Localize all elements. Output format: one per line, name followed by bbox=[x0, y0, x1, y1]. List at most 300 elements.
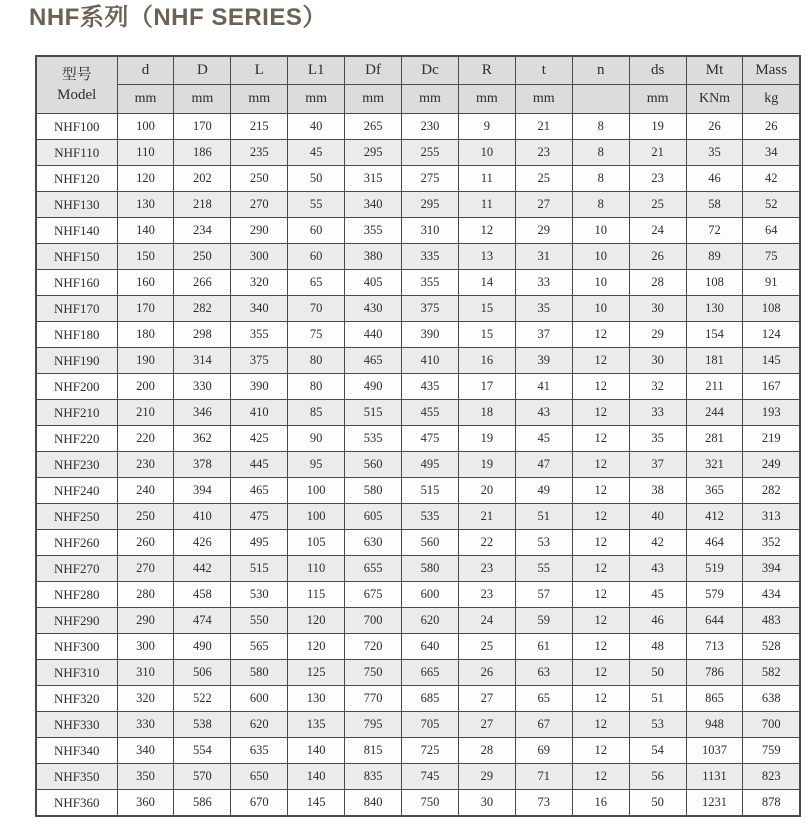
cell-d: 350 bbox=[117, 764, 174, 790]
model-cell: NHF110 bbox=[36, 140, 117, 166]
cell-d: 362 bbox=[174, 426, 231, 452]
cell-l: 580 bbox=[231, 660, 288, 686]
unit-header-t: mm bbox=[515, 85, 572, 114]
cell-mt: 464 bbox=[686, 530, 743, 556]
cell-mt: 1131 bbox=[686, 764, 743, 790]
cell-ds: 48 bbox=[629, 634, 686, 660]
cell-d: 320 bbox=[117, 686, 174, 712]
cell-mt: 412 bbox=[686, 504, 743, 530]
cell-d: 180 bbox=[117, 322, 174, 348]
model-cell: NHF200 bbox=[36, 374, 117, 400]
cell-l1: 55 bbox=[288, 192, 345, 218]
cell-dc: 495 bbox=[402, 452, 459, 478]
cell-ds: 30 bbox=[629, 296, 686, 322]
cell-ds: 29 bbox=[629, 322, 686, 348]
table-row bbox=[36, 426, 800, 452]
cell-dc: 535 bbox=[402, 504, 459, 530]
unit-header-l: mm bbox=[231, 85, 288, 114]
cell-r: 29 bbox=[458, 764, 515, 790]
cell-dc: 475 bbox=[402, 426, 459, 452]
cell-d: 474 bbox=[174, 608, 231, 634]
cell-n: 8 bbox=[572, 166, 629, 192]
cell-r: 27 bbox=[458, 712, 515, 738]
cell-mt: 1231 bbox=[686, 790, 743, 816]
cell-d: 538 bbox=[174, 712, 231, 738]
table-row bbox=[36, 660, 800, 686]
cell-ds: 35 bbox=[629, 426, 686, 452]
table-row bbox=[36, 192, 800, 218]
cell-t: 29 bbox=[515, 218, 572, 244]
cell-df: 535 bbox=[345, 426, 402, 452]
cell-r: 19 bbox=[458, 452, 515, 478]
cell-mass: 75 bbox=[743, 244, 800, 270]
cell-mass: 638 bbox=[743, 686, 800, 712]
cell-l: 670 bbox=[231, 790, 288, 816]
cell-d: 202 bbox=[174, 166, 231, 192]
cell-r: 26 bbox=[458, 660, 515, 686]
cell-n: 12 bbox=[572, 452, 629, 478]
cell-df: 405 bbox=[345, 270, 402, 296]
table-row bbox=[36, 764, 800, 790]
cell-d: 554 bbox=[174, 738, 231, 764]
cell-l: 565 bbox=[231, 634, 288, 660]
cell-d: 330 bbox=[174, 374, 231, 400]
cell-d: 340 bbox=[117, 738, 174, 764]
cell-mt: 713 bbox=[686, 634, 743, 660]
cell-df: 465 bbox=[345, 348, 402, 374]
cell-d: 310 bbox=[117, 660, 174, 686]
cell-dc: 685 bbox=[402, 686, 459, 712]
cell-d: 458 bbox=[174, 582, 231, 608]
cell-l: 270 bbox=[231, 192, 288, 218]
cell-d: 490 bbox=[174, 634, 231, 660]
cell-dc: 725 bbox=[402, 738, 459, 764]
cell-d: 200 bbox=[117, 374, 174, 400]
cell-mass: 124 bbox=[743, 322, 800, 348]
header-row-labels bbox=[36, 56, 800, 85]
cell-d: 170 bbox=[174, 114, 231, 140]
model-cell: NHF160 bbox=[36, 270, 117, 296]
cell-dc: 705 bbox=[402, 712, 459, 738]
cell-t: 69 bbox=[515, 738, 572, 764]
cell-n: 10 bbox=[572, 218, 629, 244]
cell-ds: 54 bbox=[629, 738, 686, 764]
cell-dc: 335 bbox=[402, 244, 459, 270]
cell-l1: 145 bbox=[288, 790, 345, 816]
cell-n: 12 bbox=[572, 400, 629, 426]
cell-r: 11 bbox=[458, 192, 515, 218]
cell-ds: 56 bbox=[629, 764, 686, 790]
cell-df: 380 bbox=[345, 244, 402, 270]
cell-n: 10 bbox=[572, 244, 629, 270]
cell-t: 27 bbox=[515, 192, 572, 218]
model-cell: NHF170 bbox=[36, 296, 117, 322]
cell-mt: 519 bbox=[686, 556, 743, 582]
cell-n: 12 bbox=[572, 530, 629, 556]
cell-l1: 85 bbox=[288, 400, 345, 426]
cell-l: 390 bbox=[231, 374, 288, 400]
cell-t: 45 bbox=[515, 426, 572, 452]
cell-df: 605 bbox=[345, 504, 402, 530]
cell-d: 230 bbox=[117, 452, 174, 478]
cell-l1: 60 bbox=[288, 244, 345, 270]
table-row bbox=[36, 634, 800, 660]
cell-df: 630 bbox=[345, 530, 402, 556]
cell-d: 378 bbox=[174, 452, 231, 478]
cell-r: 10 bbox=[458, 140, 515, 166]
cell-d: 240 bbox=[117, 478, 174, 504]
cell-mt: 26 bbox=[686, 114, 743, 140]
cell-mass: 313 bbox=[743, 504, 800, 530]
column-header-df: Df bbox=[345, 56, 402, 85]
table-row bbox=[36, 322, 800, 348]
cell-l1: 60 bbox=[288, 218, 345, 244]
cell-l1: 140 bbox=[288, 764, 345, 790]
cell-n: 10 bbox=[572, 270, 629, 296]
cell-df: 655 bbox=[345, 556, 402, 582]
cell-ds: 21 bbox=[629, 140, 686, 166]
table-row bbox=[36, 686, 800, 712]
cell-l: 550 bbox=[231, 608, 288, 634]
cell-n: 12 bbox=[572, 738, 629, 764]
model-cell: NHF260 bbox=[36, 530, 117, 556]
cell-l1: 120 bbox=[288, 634, 345, 660]
cell-l1: 135 bbox=[288, 712, 345, 738]
cell-mass: 700 bbox=[743, 712, 800, 738]
cell-mt: 154 bbox=[686, 322, 743, 348]
cell-l: 250 bbox=[231, 166, 288, 192]
cell-l: 530 bbox=[231, 582, 288, 608]
cell-n: 12 bbox=[572, 426, 629, 452]
model-cell: NHF230 bbox=[36, 452, 117, 478]
model-column-header bbox=[36, 56, 117, 114]
table-row bbox=[36, 452, 800, 478]
cell-l1: 90 bbox=[288, 426, 345, 452]
model-header-en: Model bbox=[57, 87, 97, 104]
model-cell: NHF290 bbox=[36, 608, 117, 634]
cell-d: 410 bbox=[174, 504, 231, 530]
cell-l: 620 bbox=[231, 712, 288, 738]
cell-d: 394 bbox=[174, 478, 231, 504]
cell-mt: 244 bbox=[686, 400, 743, 426]
cell-d: 218 bbox=[174, 192, 231, 218]
cell-d: 150 bbox=[117, 244, 174, 270]
cell-d: 442 bbox=[174, 556, 231, 582]
cell-r: 20 bbox=[458, 478, 515, 504]
cell-mass: 64 bbox=[743, 218, 800, 244]
cell-mass: 528 bbox=[743, 634, 800, 660]
unit-header-mt: KNm bbox=[686, 85, 743, 114]
cell-dc: 275 bbox=[402, 166, 459, 192]
cell-l: 340 bbox=[231, 296, 288, 322]
cell-ds: 33 bbox=[629, 400, 686, 426]
cell-r: 21 bbox=[458, 504, 515, 530]
cell-mt: 108 bbox=[686, 270, 743, 296]
cell-d: 130 bbox=[117, 192, 174, 218]
unit-header-ds: mm bbox=[629, 85, 686, 114]
cell-df: 515 bbox=[345, 400, 402, 426]
cell-mass: 394 bbox=[743, 556, 800, 582]
cell-d: 280 bbox=[117, 582, 174, 608]
cell-dc: 410 bbox=[402, 348, 459, 374]
cell-l1: 80 bbox=[288, 374, 345, 400]
cell-r: 9 bbox=[458, 114, 515, 140]
cell-r: 15 bbox=[458, 322, 515, 348]
cell-dc: 375 bbox=[402, 296, 459, 322]
table-row bbox=[36, 296, 800, 322]
cell-dc: 390 bbox=[402, 322, 459, 348]
cell-ds: 50 bbox=[629, 660, 686, 686]
cell-ds: 37 bbox=[629, 452, 686, 478]
cell-r: 25 bbox=[458, 634, 515, 660]
table-row bbox=[36, 374, 800, 400]
cell-dc: 230 bbox=[402, 114, 459, 140]
cell-d: 360 bbox=[117, 790, 174, 816]
cell-ds: 53 bbox=[629, 712, 686, 738]
cell-t: 73 bbox=[515, 790, 572, 816]
cell-mass: 145 bbox=[743, 348, 800, 374]
cell-r: 16 bbox=[458, 348, 515, 374]
cell-df: 295 bbox=[345, 140, 402, 166]
cell-r: 15 bbox=[458, 296, 515, 322]
cell-l1: 50 bbox=[288, 166, 345, 192]
cell-t: 57 bbox=[515, 582, 572, 608]
cell-mt: 181 bbox=[686, 348, 743, 374]
cell-df: 840 bbox=[345, 790, 402, 816]
cell-t: 21 bbox=[515, 114, 572, 140]
cell-r: 18 bbox=[458, 400, 515, 426]
cell-r: 27 bbox=[458, 686, 515, 712]
cell-mass: 582 bbox=[743, 660, 800, 686]
cell-n: 12 bbox=[572, 374, 629, 400]
model-cell: NHF270 bbox=[36, 556, 117, 582]
model-cell: NHF120 bbox=[36, 166, 117, 192]
cell-l1: 120 bbox=[288, 608, 345, 634]
cell-l1: 70 bbox=[288, 296, 345, 322]
model-cell: NHF180 bbox=[36, 322, 117, 348]
model-cell: NHF330 bbox=[36, 712, 117, 738]
cell-t: 31 bbox=[515, 244, 572, 270]
cell-n: 12 bbox=[572, 556, 629, 582]
cell-mass: 52 bbox=[743, 192, 800, 218]
table-row bbox=[36, 270, 800, 296]
cell-t: 71 bbox=[515, 764, 572, 790]
cell-d: 100 bbox=[117, 114, 174, 140]
model-header-cn: 型号 bbox=[61, 66, 92, 83]
cell-r: 19 bbox=[458, 426, 515, 452]
cell-mass: 434 bbox=[743, 582, 800, 608]
cell-dc: 255 bbox=[402, 140, 459, 166]
cell-l1: 65 bbox=[288, 270, 345, 296]
cell-l: 355 bbox=[231, 322, 288, 348]
cell-l: 410 bbox=[231, 400, 288, 426]
cell-l1: 115 bbox=[288, 582, 345, 608]
model-cell: NHF150 bbox=[36, 244, 117, 270]
table-row bbox=[36, 608, 800, 634]
cell-d: 282 bbox=[174, 296, 231, 322]
unit-header-l1: mm bbox=[288, 85, 345, 114]
cell-d: 426 bbox=[174, 530, 231, 556]
cell-df: 265 bbox=[345, 114, 402, 140]
cell-l: 290 bbox=[231, 218, 288, 244]
model-cell: NHF130 bbox=[36, 192, 117, 218]
cell-l: 445 bbox=[231, 452, 288, 478]
cell-dc: 560 bbox=[402, 530, 459, 556]
cell-mt: 211 bbox=[686, 374, 743, 400]
cell-ds: 45 bbox=[629, 582, 686, 608]
cell-mass: 26 bbox=[743, 114, 800, 140]
table-row bbox=[36, 348, 800, 374]
cell-mt: 365 bbox=[686, 478, 743, 504]
cell-n: 12 bbox=[572, 764, 629, 790]
cell-d: 260 bbox=[117, 530, 174, 556]
cell-t: 55 bbox=[515, 556, 572, 582]
cell-mt: 89 bbox=[686, 244, 743, 270]
cell-l: 425 bbox=[231, 426, 288, 452]
cell-l: 515 bbox=[231, 556, 288, 582]
cell-df: 815 bbox=[345, 738, 402, 764]
column-header-t: t bbox=[515, 56, 572, 85]
cell-mass: 193 bbox=[743, 400, 800, 426]
cell-mt: 786 bbox=[686, 660, 743, 686]
column-header-mass: Mass bbox=[743, 56, 800, 85]
cell-t: 33 bbox=[515, 270, 572, 296]
cell-d: 506 bbox=[174, 660, 231, 686]
column-header-mt: Mt bbox=[686, 56, 743, 85]
cell-r: 14 bbox=[458, 270, 515, 296]
cell-l1: 140 bbox=[288, 738, 345, 764]
cell-mass: 759 bbox=[743, 738, 800, 764]
cell-ds: 26 bbox=[629, 244, 686, 270]
page-title: NHF系列（NHF SERIES） bbox=[29, 4, 327, 31]
cell-l1: 110 bbox=[288, 556, 345, 582]
cell-dc: 620 bbox=[402, 608, 459, 634]
cell-t: 67 bbox=[515, 712, 572, 738]
cell-d: 270 bbox=[117, 556, 174, 582]
unit-header-dc: mm bbox=[402, 85, 459, 114]
cell-ds: 32 bbox=[629, 374, 686, 400]
unit-header-d: mm bbox=[174, 85, 231, 114]
table-header bbox=[36, 56, 800, 114]
model-cell: NHF240 bbox=[36, 478, 117, 504]
cell-d: 140 bbox=[117, 218, 174, 244]
cell-mt: 58 bbox=[686, 192, 743, 218]
cell-df: 770 bbox=[345, 686, 402, 712]
column-header-dc: Dc bbox=[402, 56, 459, 85]
cell-n: 12 bbox=[572, 634, 629, 660]
column-header-d: D bbox=[174, 56, 231, 85]
cell-t: 41 bbox=[515, 374, 572, 400]
cell-d: 522 bbox=[174, 686, 231, 712]
cell-ds: 51 bbox=[629, 686, 686, 712]
table-row bbox=[36, 166, 800, 192]
cell-mass: 42 bbox=[743, 166, 800, 192]
cell-l1: 45 bbox=[288, 140, 345, 166]
cell-df: 580 bbox=[345, 478, 402, 504]
cell-d: 298 bbox=[174, 322, 231, 348]
model-cell: NHF300 bbox=[36, 634, 117, 660]
cell-ds: 38 bbox=[629, 478, 686, 504]
header-row-units bbox=[36, 85, 800, 114]
cell-d: 250 bbox=[117, 504, 174, 530]
model-cell: NHF350 bbox=[36, 764, 117, 790]
cell-mt: 948 bbox=[686, 712, 743, 738]
cell-mt: 321 bbox=[686, 452, 743, 478]
model-cell: NHF140 bbox=[36, 218, 117, 244]
cell-l: 235 bbox=[231, 140, 288, 166]
cell-t: 51 bbox=[515, 504, 572, 530]
cell-d: 346 bbox=[174, 400, 231, 426]
cell-l1: 100 bbox=[288, 478, 345, 504]
cell-mt: 281 bbox=[686, 426, 743, 452]
cell-ds: 19 bbox=[629, 114, 686, 140]
cell-mass: 249 bbox=[743, 452, 800, 478]
cell-t: 43 bbox=[515, 400, 572, 426]
table-row bbox=[36, 530, 800, 556]
cell-n: 12 bbox=[572, 686, 629, 712]
cell-l1: 130 bbox=[288, 686, 345, 712]
column-header-ds: ds bbox=[629, 56, 686, 85]
cell-n: 12 bbox=[572, 504, 629, 530]
cell-d: 210 bbox=[117, 400, 174, 426]
table-row bbox=[36, 114, 800, 140]
cell-df: 340 bbox=[345, 192, 402, 218]
cell-dc: 745 bbox=[402, 764, 459, 790]
cell-n: 8 bbox=[572, 114, 629, 140]
cell-t: 49 bbox=[515, 478, 572, 504]
cell-mass: 108 bbox=[743, 296, 800, 322]
cell-n: 16 bbox=[572, 790, 629, 816]
model-cell: NHF280 bbox=[36, 582, 117, 608]
cell-t: 35 bbox=[515, 296, 572, 322]
cell-dc: 355 bbox=[402, 270, 459, 296]
cell-n: 12 bbox=[572, 348, 629, 374]
cell-df: 750 bbox=[345, 660, 402, 686]
cell-d: 170 bbox=[117, 296, 174, 322]
cell-r: 23 bbox=[458, 582, 515, 608]
cell-ds: 40 bbox=[629, 504, 686, 530]
cell-l: 300 bbox=[231, 244, 288, 270]
model-cell: NHF220 bbox=[36, 426, 117, 452]
table-body bbox=[36, 114, 800, 816]
cell-ds: 25 bbox=[629, 192, 686, 218]
cell-ds: 50 bbox=[629, 790, 686, 816]
cell-dc: 515 bbox=[402, 478, 459, 504]
cell-d: 234 bbox=[174, 218, 231, 244]
cell-l1: 100 bbox=[288, 504, 345, 530]
table-row bbox=[36, 218, 800, 244]
model-cell: NHF310 bbox=[36, 660, 117, 686]
cell-mass: 282 bbox=[743, 478, 800, 504]
model-cell: NHF190 bbox=[36, 348, 117, 374]
cell-mass: 91 bbox=[743, 270, 800, 296]
cell-ds: 46 bbox=[629, 608, 686, 634]
model-cell: NHF340 bbox=[36, 738, 117, 764]
cell-df: 355 bbox=[345, 218, 402, 244]
cell-l: 215 bbox=[231, 114, 288, 140]
unit-header-mass: kg bbox=[743, 85, 800, 114]
cell-d: 220 bbox=[117, 426, 174, 452]
table-row bbox=[36, 478, 800, 504]
cell-l1: 105 bbox=[288, 530, 345, 556]
cell-r: 13 bbox=[458, 244, 515, 270]
cell-dc: 435 bbox=[402, 374, 459, 400]
unit-header-r: mm bbox=[458, 85, 515, 114]
cell-mt: 130 bbox=[686, 296, 743, 322]
cell-ds: 28 bbox=[629, 270, 686, 296]
cell-r: 28 bbox=[458, 738, 515, 764]
cell-t: 25 bbox=[515, 166, 572, 192]
